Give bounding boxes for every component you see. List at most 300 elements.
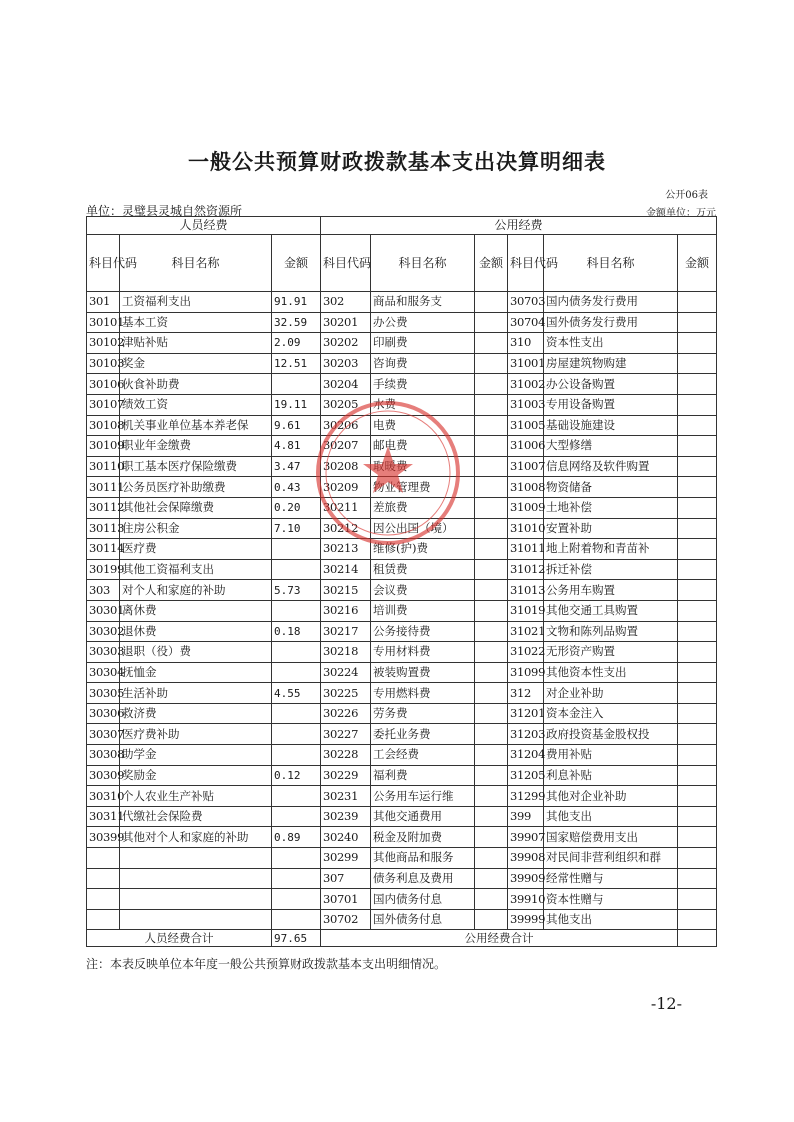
amount-cell <box>678 477 717 498</box>
table-row <box>87 559 717 580</box>
code-cell: 30309 <box>87 765 120 786</box>
name-cell: 工会经费 <box>371 745 475 766</box>
code-cell: 31205 <box>508 765 544 786</box>
code-cell: 31201 <box>508 703 544 724</box>
code-cell: 30703 <box>508 292 544 313</box>
amount-cell <box>475 539 508 560</box>
amount-cell: 7.10 <box>272 518 321 539</box>
table-row <box>87 312 717 333</box>
code-cell: 30206 <box>321 415 371 436</box>
name-cell <box>120 889 272 910</box>
name-cell: 医疗费 <box>120 539 272 560</box>
amount-cell <box>272 724 321 745</box>
header-code: 科目代码 <box>508 235 544 292</box>
amount-cell <box>272 642 321 663</box>
code-cell: 30207 <box>321 436 371 457</box>
code-cell: 30218 <box>321 642 371 663</box>
code-cell: 30702 <box>321 909 371 930</box>
name-cell: 安置补助 <box>544 518 678 539</box>
amount-cell <box>678 724 717 745</box>
amount-cell <box>475 745 508 766</box>
amount-cell <box>678 806 717 827</box>
name-cell: 基础设施建设 <box>544 415 678 436</box>
amount-cell <box>475 559 508 580</box>
name-cell: 国外债务发行费用 <box>544 312 678 333</box>
name-cell: 公务员医疗补助缴费 <box>120 477 272 498</box>
amount-cell <box>272 848 321 869</box>
name-cell: 津贴补贴 <box>120 333 272 354</box>
personnel-total-label: 人员经费合计 <box>87 930 272 947</box>
amount-cell <box>678 497 717 518</box>
table-row <box>87 600 717 621</box>
code-cell: 30203 <box>321 353 371 374</box>
amount-cell: 0.20 <box>272 497 321 518</box>
name-cell: 咨询费 <box>371 353 475 374</box>
amount-cell <box>678 683 717 704</box>
name-cell: 手续费 <box>371 374 475 395</box>
name-cell: 租赁费 <box>371 559 475 580</box>
amount-cell <box>475 353 508 374</box>
name-cell: 其他社会保障缴费 <box>120 497 272 518</box>
name-cell: 住房公积金 <box>120 518 272 539</box>
name-cell: 费用补贴 <box>544 745 678 766</box>
code-cell: 30112 <box>87 497 120 518</box>
amount-cell <box>272 889 321 910</box>
code-cell: 30308 <box>87 745 120 766</box>
amount-cell <box>678 292 717 313</box>
name-cell: 差旅费 <box>371 497 475 518</box>
name-cell: 办公设备购置 <box>544 374 678 395</box>
code-cell: 30102 <box>87 333 120 354</box>
name-cell: 职工基本医疗保险缴费 <box>120 456 272 477</box>
name-cell: 救济费 <box>120 703 272 724</box>
name-cell: 土地补偿 <box>544 497 678 518</box>
name-cell: 印刷费 <box>371 333 475 354</box>
code-cell: 39999 <box>508 909 544 930</box>
table-row <box>87 374 717 395</box>
amount-cell <box>475 518 508 539</box>
name-cell <box>120 909 272 930</box>
name-cell: 其他工资福利支出 <box>120 559 272 580</box>
header-name: 科目名称 <box>371 235 475 292</box>
name-cell: 拆迁补偿 <box>544 559 678 580</box>
amount-cell <box>272 909 321 930</box>
name-cell: 文物和陈列品购置 <box>544 621 678 642</box>
table-row <box>87 848 717 869</box>
amount-cell <box>475 868 508 889</box>
code-cell: 30212 <box>321 518 371 539</box>
code-cell: 30101 <box>87 312 120 333</box>
amount-cell <box>272 600 321 621</box>
name-cell: 会议费 <box>371 580 475 601</box>
code-cell: 39910 <box>508 889 544 910</box>
amount-cell: 0.43 <box>272 477 321 498</box>
table-row <box>87 745 717 766</box>
code-cell: 31010 <box>508 518 544 539</box>
code-cell: 30111 <box>87 477 120 498</box>
amount-cell: 3.47 <box>272 456 321 477</box>
name-cell: 绩效工资 <box>120 394 272 415</box>
code-cell: 30216 <box>321 600 371 621</box>
amount-cell <box>475 662 508 683</box>
code-cell: 30205 <box>321 394 371 415</box>
amount-cell <box>678 600 717 621</box>
code-cell <box>87 868 120 889</box>
name-cell: 维修(护)费 <box>371 539 475 560</box>
amount-cell <box>678 786 717 807</box>
amount-cell <box>272 786 321 807</box>
code-cell: 30299 <box>321 848 371 869</box>
name-cell: 生活补助 <box>120 683 272 704</box>
name-cell: 劳务费 <box>371 703 475 724</box>
amount-cell <box>475 827 508 848</box>
name-cell: 奖金 <box>120 353 272 374</box>
name-cell: 地上附着物和青苗补 <box>544 539 678 560</box>
code-cell: 30110 <box>87 456 120 477</box>
code-cell: 399 <box>508 806 544 827</box>
code-cell: 30704 <box>508 312 544 333</box>
name-cell: 资本性赠与 <box>544 889 678 910</box>
code-cell: 31204 <box>508 745 544 766</box>
name-cell: 无形资产购置 <box>544 642 678 663</box>
name-cell: 退职（役）费 <box>120 642 272 663</box>
code-cell: 30307 <box>87 724 120 745</box>
amount-cell <box>475 786 508 807</box>
header-name: 科目名称 <box>544 235 678 292</box>
code-cell: 30310 <box>87 786 120 807</box>
amount-cell: 4.55 <box>272 683 321 704</box>
code-cell: 31013 <box>508 580 544 601</box>
section-public: 公用经费 <box>321 217 717 235</box>
table-row <box>87 765 717 786</box>
name-cell: 委托业务费 <box>371 724 475 745</box>
code-cell: 30208 <box>321 456 371 477</box>
code-cell <box>87 909 120 930</box>
public-total-value <box>678 930 717 947</box>
code-cell: 31011 <box>508 539 544 560</box>
amount-cell <box>272 806 321 827</box>
name-cell: 其他支出 <box>544 806 678 827</box>
code-cell: 30399 <box>87 827 120 848</box>
amount-cell <box>678 394 717 415</box>
name-cell: 经常性赠与 <box>544 868 678 889</box>
header-code: 科目代码 <box>87 235 120 292</box>
code-cell: 30226 <box>321 703 371 724</box>
name-cell: 其他资本性支出 <box>544 662 678 683</box>
totals-row <box>87 930 717 947</box>
table-row <box>87 621 717 642</box>
name-cell: 代缴社会保险费 <box>120 806 272 827</box>
amount-cell <box>678 642 717 663</box>
code-cell: 30209 <box>321 477 371 498</box>
code-cell: 312 <box>508 683 544 704</box>
name-cell: 专用燃料费 <box>371 683 475 704</box>
amount-cell: 4.81 <box>272 436 321 457</box>
code-cell: 30211 <box>321 497 371 518</box>
table-row <box>87 786 717 807</box>
code-cell: 30302 <box>87 621 120 642</box>
code-cell: 31299 <box>508 786 544 807</box>
name-cell: 被装购置费 <box>371 662 475 683</box>
amount-cell <box>678 703 717 724</box>
amount-cell <box>678 415 717 436</box>
amount-cell <box>475 765 508 786</box>
amount-cell <box>272 662 321 683</box>
name-cell: 工资福利支出 <box>120 292 272 313</box>
name-cell: 邮电费 <box>371 436 475 457</box>
code-cell <box>87 848 120 869</box>
code-cell: 31002 <box>508 374 544 395</box>
code-cell: 31099 <box>508 662 544 683</box>
name-cell: 物资储备 <box>544 477 678 498</box>
amount-cell <box>678 353 717 374</box>
name-cell: 对个人和家庭的补助 <box>120 580 272 601</box>
code-cell: 31006 <box>508 436 544 457</box>
name-cell: 水费 <box>371 394 475 415</box>
name-cell: 债务利息及费用 <box>371 868 475 889</box>
official-seal-icon <box>313 398 463 548</box>
amount-cell <box>272 374 321 395</box>
amount-cell: 12.51 <box>272 353 321 374</box>
table-row <box>87 353 717 374</box>
code-cell: 30106 <box>87 374 120 395</box>
column-header-row <box>87 235 717 292</box>
code-cell: 31003 <box>508 394 544 415</box>
name-cell: 福利费 <box>371 765 475 786</box>
amount-cell <box>475 683 508 704</box>
name-cell: 培训费 <box>371 600 475 621</box>
code-cell: 30199 <box>87 559 120 580</box>
amount-cell <box>475 580 508 601</box>
code-cell: 310 <box>508 333 544 354</box>
code-cell: 30224 <box>321 662 371 683</box>
amount-cell <box>678 909 717 930</box>
table-row <box>87 662 717 683</box>
code-cell: 30304 <box>87 662 120 683</box>
code-cell: 31022 <box>508 642 544 663</box>
name-cell: 基本工资 <box>120 312 272 333</box>
code-cell: 31012 <box>508 559 544 580</box>
public-total-label: 公用经费合计 <box>321 930 678 947</box>
personnel-total-value: 97.65 <box>272 930 321 947</box>
table-row <box>87 889 717 910</box>
code-cell: 30303 <box>87 642 120 663</box>
name-cell: 公务用车运行维 <box>371 786 475 807</box>
name-cell: 伙食补助费 <box>120 374 272 395</box>
name-cell: 其他商品和服务 <box>371 848 475 869</box>
table-row <box>87 909 717 930</box>
amount-cell <box>272 745 321 766</box>
table-row <box>87 703 717 724</box>
code-cell: 31203 <box>508 724 544 745</box>
name-cell: 资本金注入 <box>544 703 678 724</box>
name-cell: 资本性支出 <box>544 333 678 354</box>
amount-cell <box>475 394 508 415</box>
code-cell: 39908 <box>508 848 544 869</box>
name-cell: 其他支出 <box>544 909 678 930</box>
amount-cell <box>678 848 717 869</box>
name-cell: 税金及附加费 <box>371 827 475 848</box>
name-cell: 办公费 <box>371 312 475 333</box>
amount-cell <box>475 848 508 869</box>
name-cell: 电费 <box>371 415 475 436</box>
amount-cell <box>475 703 508 724</box>
name-cell: 医疗费补助 <box>120 724 272 745</box>
page-number: -12- <box>650 994 682 1013</box>
amount-cell <box>475 292 508 313</box>
name-cell: 其他对企业补助 <box>544 786 678 807</box>
name-cell <box>120 848 272 869</box>
code-cell: 30202 <box>321 333 371 354</box>
amount-cell <box>272 703 321 724</box>
code-cell: 30114 <box>87 539 120 560</box>
name-cell: 职业年金缴费 <box>120 436 272 457</box>
code-cell: 39907 <box>508 827 544 848</box>
name-cell: 其他交通工具购置 <box>544 600 678 621</box>
amount-cell <box>475 333 508 354</box>
table-row <box>87 333 717 354</box>
header-amount: 金额 <box>678 235 717 292</box>
section-personnel: 人员经费 <box>87 217 321 235</box>
name-cell: 机关事业单位基本养老保 <box>120 415 272 436</box>
name-cell: 房屋建筑物购建 <box>544 353 678 374</box>
table-row <box>87 683 717 704</box>
code-cell: 31019 <box>508 600 544 621</box>
code-cell: 30214 <box>321 559 371 580</box>
page-title: 一般公共预算财政拨款基本支出决算明细表 <box>188 149 606 174</box>
money-unit-label: 金额单位：万元 <box>646 208 716 219</box>
code-cell: 31001 <box>508 353 544 374</box>
amount-cell <box>475 621 508 642</box>
name-cell: 国家赔偿费用支出 <box>544 827 678 848</box>
name-cell: 信息网络及软件购置 <box>544 456 678 477</box>
code-cell: 30701 <box>321 889 371 910</box>
amount-cell <box>475 415 508 436</box>
name-cell: 公务用车购置 <box>544 580 678 601</box>
amount-cell: 0.89 <box>272 827 321 848</box>
code-cell: 307 <box>321 868 371 889</box>
amount-cell <box>475 374 508 395</box>
amount-cell <box>678 374 717 395</box>
amount-cell <box>475 456 508 477</box>
name-cell: 抚恤金 <box>120 662 272 683</box>
code-cell: 31008 <box>508 477 544 498</box>
header-name: 科目名称 <box>120 235 272 292</box>
name-cell: 对企业补助 <box>544 683 678 704</box>
name-cell: 商品和服务支 <box>371 292 475 313</box>
code-cell: 30306 <box>87 703 120 724</box>
amount-cell <box>678 580 717 601</box>
amount-cell: 5.73 <box>272 580 321 601</box>
amount-cell <box>678 745 717 766</box>
amount-cell <box>272 868 321 889</box>
amount-cell: 19.11 <box>272 394 321 415</box>
name-cell: 退休费 <box>120 621 272 642</box>
amount-cell <box>678 312 717 333</box>
code-cell: 30204 <box>321 374 371 395</box>
name-cell: 因公出国（境） <box>371 518 475 539</box>
amount-cell: 2.09 <box>272 333 321 354</box>
amount-cell <box>678 559 717 580</box>
amount-cell <box>475 497 508 518</box>
amount-cell: 0.12 <box>272 765 321 786</box>
name-cell: 专用材料费 <box>371 642 475 663</box>
amount-cell <box>678 868 717 889</box>
table-row <box>87 292 717 313</box>
code-cell: 31021 <box>508 621 544 642</box>
amount-cell <box>678 456 717 477</box>
table-row <box>87 868 717 889</box>
code-cell: 301 <box>87 292 120 313</box>
amount-cell <box>678 436 717 457</box>
table-row <box>87 642 717 663</box>
amount-cell <box>475 806 508 827</box>
table-note: 注：本表反映单位本年度一般公共预算财政拨款基本支出明细情况。 <box>86 957 447 971</box>
code-cell: 30311 <box>87 806 120 827</box>
code-cell: 30108 <box>87 415 120 436</box>
header-code: 科目代码 <box>321 235 371 292</box>
amount-cell <box>475 436 508 457</box>
header-amount: 金额 <box>475 235 508 292</box>
amount-cell <box>678 539 717 560</box>
code-cell: 31009 <box>508 497 544 518</box>
amount-cell <box>475 477 508 498</box>
unit-label: 单位：灵璧县灵城自然资源所 <box>86 204 243 218</box>
code-cell: 30239 <box>321 806 371 827</box>
code-cell: 30240 <box>321 827 371 848</box>
code-cell: 30109 <box>87 436 120 457</box>
name-cell: 大型修缮 <box>544 436 678 457</box>
code-cell: 31005 <box>508 415 544 436</box>
amount-cell <box>678 662 717 683</box>
code-cell: 30231 <box>321 786 371 807</box>
amount-cell <box>475 889 508 910</box>
amount-cell: 9.61 <box>272 415 321 436</box>
amount-cell <box>678 518 717 539</box>
name-cell: 其他交通费用 <box>371 806 475 827</box>
code-cell: 30113 <box>87 518 120 539</box>
name-cell: 对民间非营利组织和群 <box>544 848 678 869</box>
amount-cell <box>475 312 508 333</box>
amount-cell <box>678 827 717 848</box>
table-row <box>87 806 717 827</box>
name-cell: 国内债务付息 <box>371 889 475 910</box>
amount-cell <box>678 889 717 910</box>
code-cell: 30215 <box>321 580 371 601</box>
code-cell: 30229 <box>321 765 371 786</box>
name-cell <box>120 868 272 889</box>
expenditure-table <box>86 216 717 947</box>
amount-cell: 91.91 <box>272 292 321 313</box>
amount-cell <box>678 333 717 354</box>
name-cell: 政府投资基金股权投 <box>544 724 678 745</box>
code-cell: 39909 <box>508 868 544 889</box>
code-cell: 30103 <box>87 353 120 374</box>
amount-cell <box>272 559 321 580</box>
name-cell: 其他对个人和家庭的补助 <box>120 827 272 848</box>
code-cell: 30213 <box>321 539 371 560</box>
name-cell: 个人农业生产补贴 <box>120 786 272 807</box>
amount-cell <box>475 909 508 930</box>
code-cell: 30227 <box>321 724 371 745</box>
code-cell: 30301 <box>87 600 120 621</box>
name-cell: 物业管理费 <box>371 477 475 498</box>
name-cell: 国外债务付息 <box>371 909 475 930</box>
table-row <box>87 724 717 745</box>
table-row <box>87 580 717 601</box>
name-cell: 公务接待费 <box>371 621 475 642</box>
name-cell: 国内债务发行费用 <box>544 292 678 313</box>
